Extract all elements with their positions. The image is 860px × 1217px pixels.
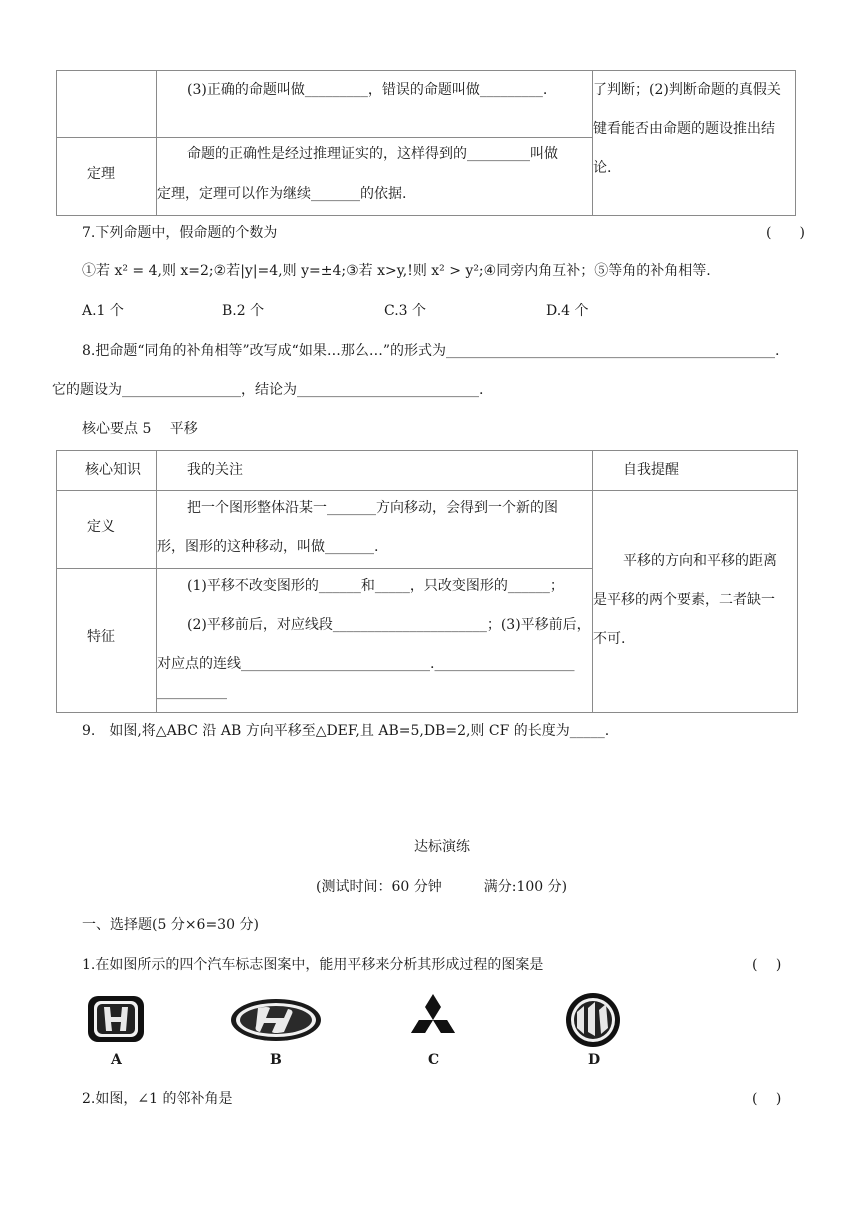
- honda-logo-icon: [84, 993, 148, 1045]
- logo-caption-c: C: [428, 1052, 440, 1068]
- theorem-label: 定理: [87, 166, 115, 182]
- feature-line-1: (1)平移不改变图形的______和_____，只改变图形的______；: [187, 578, 564, 594]
- table2-header-reminder: [593, 451, 798, 491]
- translation-table: [56, 450, 798, 713]
- section1-heading: 一、选择题(5 分×6=30 分): [82, 917, 259, 933]
- logo-caption-d: D: [588, 1052, 601, 1068]
- table1-cell-proposition: [157, 71, 593, 138]
- table2-feature-cell: [157, 569, 593, 713]
- proposition-true-false-text: (3)正确的命题叫做_________，错误的命题叫做_________.: [187, 82, 548, 98]
- feature-line-3: 对应点的连线___________________________.____________________: [157, 656, 575, 672]
- table1-cell-reminder: [593, 71, 796, 216]
- practice-time-score: (测试时间：60 分钟 满分:100 分): [316, 879, 568, 895]
- table2-reminder-cell: [593, 491, 798, 713]
- section5-title: 核心要点 5 平移: [82, 421, 198, 437]
- table1-cell-theorem-label: [57, 138, 157, 216]
- reminder-text-3: 不可.: [593, 631, 626, 647]
- p1-answer-paren: ( ): [752, 957, 782, 973]
- q7-option-a: A.1 个: [82, 303, 124, 319]
- hyundai-logo-icon: [228, 996, 324, 1044]
- proposition-table: [56, 70, 796, 216]
- p1-stem: 1.在如图所示的四个汽车标志图案中，能用平移来分析其形成过程的图案是: [82, 957, 544, 973]
- table2-feature-label-cell: [57, 569, 157, 713]
- table2-definition-cell: [157, 491, 593, 569]
- q7-option-d: D.4 个: [546, 303, 589, 319]
- table1-cell-empty: [57, 71, 157, 138]
- definition-line-2: 形，图形的这种移动，叫做_______.: [157, 539, 379, 555]
- feature-label: 特征: [87, 629, 115, 645]
- q8-line-1: 8.把命题“同角的补角相等”改写成“如果…那么…”的形式为_______________________________________________.: [82, 343, 780, 359]
- reminder-text-2: 是平移的两个要素，二者缺一: [593, 592, 775, 608]
- p2-answer-paren: ( ): [752, 1091, 782, 1107]
- q9-text: 9. 如图,将△ABC 沿 AB 方向平移至△DEF,且 AB=5,DB=2,则 CF 的长度为_____.: [82, 723, 610, 739]
- feature-line-4: __________: [157, 684, 227, 700]
- feature-line-2: (2)平移前后，对应线段______________________；(3)平移前后，: [187, 617, 591, 633]
- q7-statements: ①若 x² = 4,则 x=2;②若|y|=4,则 y=±4;③若 x>y,!则 x² > y²;④同旁内角互补；⑤等角的补角相等.: [82, 263, 711, 279]
- practice-title: 达标演练: [414, 839, 470, 855]
- definition-label: 定义: [87, 519, 115, 535]
- q7-option-b: B.2 个: [222, 303, 265, 319]
- header-core-knowledge: 核心知识: [85, 462, 141, 478]
- table2-definition-label-cell: [57, 491, 157, 569]
- reminder-text-1: 平移的方向和平移的距离: [623, 553, 777, 569]
- table2-header-knowledge: [57, 451, 157, 491]
- reminder-line-1: 了判断；(2)判断命题的真假关: [593, 82, 781, 98]
- theorem-line-2: 定理，定理可以作为继续_______的依据.: [157, 186, 407, 202]
- mitsubishi-logo-icon: [400, 993, 466, 1047]
- theorem-line-1: 命题的正确性是经过推理证实的，这样得到的_________叫做: [187, 146, 558, 162]
- q7-option-c: C.3 个: [384, 303, 427, 319]
- definition-line-1: 把一个图形整体沿某一_______方向移动，会得到一个新的图: [187, 500, 558, 516]
- reminder-line-3: 论.: [593, 160, 612, 176]
- p2-stem: 2.如图，∠1 的邻补角是: [82, 1091, 233, 1107]
- buick-logo-icon: [564, 992, 622, 1048]
- table2-header-focus: [157, 451, 593, 491]
- q7-answer-paren: ( ): [766, 225, 805, 241]
- logo-caption-b: B: [270, 1052, 282, 1068]
- header-my-focus: 我的关注: [187, 462, 243, 478]
- q7-stem: 7.下列命题中，假命题的个数为: [82, 225, 278, 241]
- reminder-line-2: 键看能否由命题的题设推出结: [593, 121, 775, 137]
- logo-caption-a: A: [111, 1052, 122, 1068]
- header-self-reminder: 自我提醒: [623, 462, 679, 478]
- q8-line-2: 它的题设为_________________，结论为__________________________.: [52, 382, 484, 398]
- table1-cell-theorem: [157, 138, 593, 216]
